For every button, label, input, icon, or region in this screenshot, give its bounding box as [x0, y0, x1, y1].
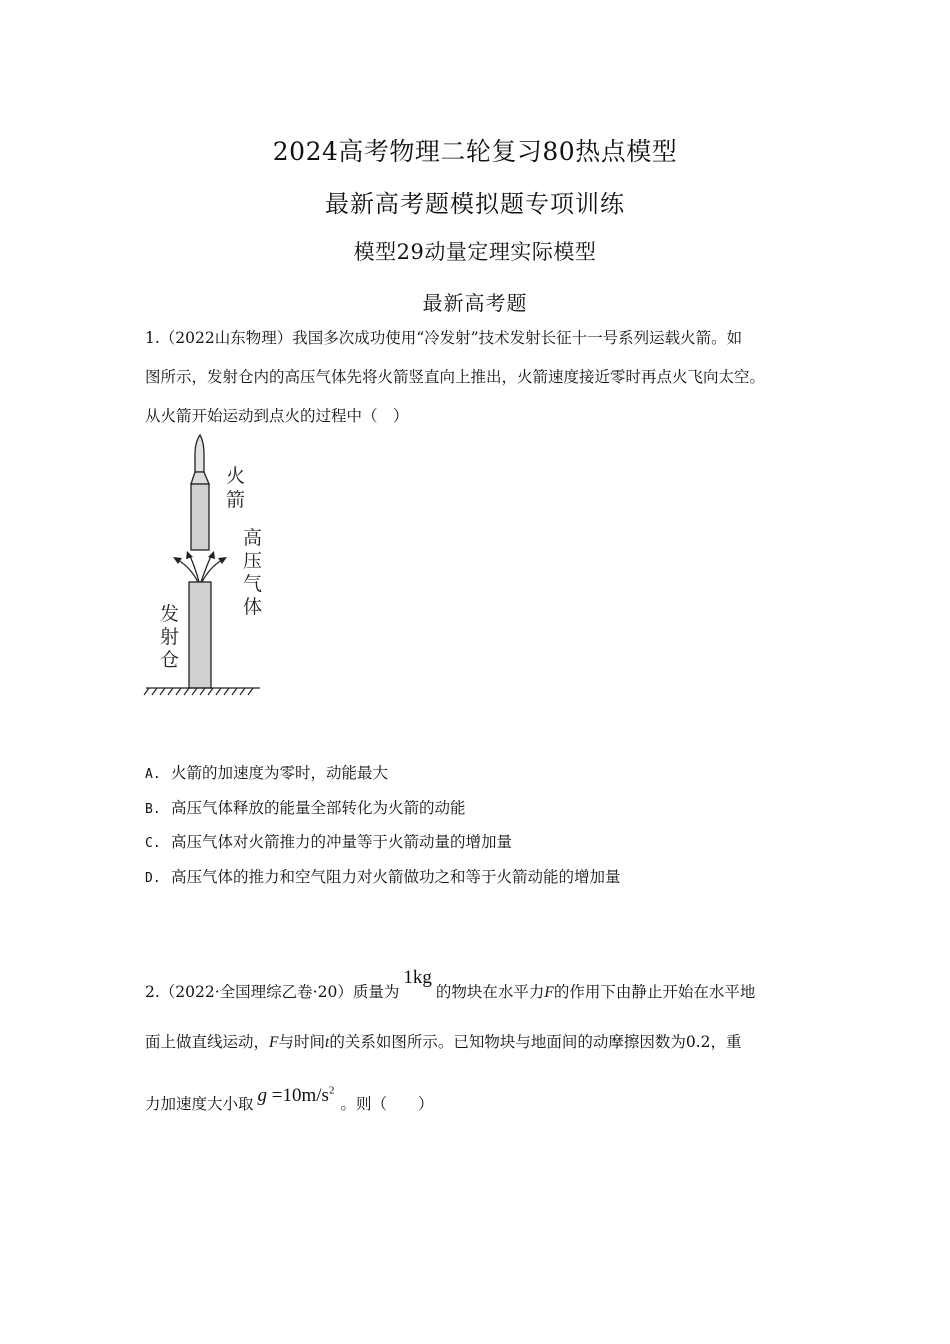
q2-line3-prefix: 力加速度大小取 [145, 1095, 254, 1113]
q2-line2-prefix: 面上做直线运动， [145, 1033, 270, 1051]
option-b-text: 高压气体释放的能量全部转化为火箭的动能 [171, 799, 466, 817]
q2-gravity [258, 1085, 335, 1106]
section-title: 最新高考题 [422, 291, 528, 315]
label-rocket-2: 箭 [226, 489, 246, 511]
label-rocket-1: 火 [226, 465, 246, 487]
ground [144, 688, 260, 695]
question-2-line3 [145, 1084, 434, 1115]
option-a-letter: A. [145, 767, 161, 782]
label-silo-1: 发 [160, 603, 180, 625]
q2-var-f-2: F [269, 1034, 279, 1051]
q2-mass: 1kg [403, 967, 432, 988]
q2-g-symbol: g [257, 1085, 268, 1106]
rocket [191, 435, 209, 550]
label-gas-3: 气 [243, 573, 263, 595]
q2-line2-suffix: 的关系如图所示。已知物块与地面间的动摩擦因数为0.2，重 [329, 1033, 742, 1051]
option-d-letter: D. [145, 871, 161, 886]
q2-suffix: 的作用下由静止开始在水平地 [553, 983, 756, 1001]
q2-g-value: =10m/s [271, 1085, 329, 1106]
q2-var-t: t [325, 1034, 330, 1051]
question-2-line1 [145, 967, 756, 1003]
option-d-text: 高压气体的推力和空气阻力对火箭做功之和等于火箭动能的增加量 [171, 868, 621, 886]
option-b-letter: B. [145, 802, 161, 817]
title-line1: 2024高考物理二轮复习80热点模型 [272, 137, 678, 166]
label-gas-2: 压 [243, 550, 263, 572]
question-1-line3: 从火箭开始运动到点火的过程中（ ） [145, 407, 409, 425]
option-d [145, 865, 621, 887]
launch-silo [189, 582, 211, 688]
title-line3: 模型29动量定理实际模型 [353, 240, 597, 264]
q2-mid: 的物块在水平力 [435, 983, 545, 1001]
q2-var-f: F [544, 984, 554, 1001]
option-b [145, 796, 466, 818]
option-c-text: 高压气体对火箭推力的冲量等于火箭动量的增加量 [171, 833, 513, 851]
option-a-text: 火箭的加速度为零时，动能最大 [171, 764, 389, 782]
q2-line2-mid: 与时间 [278, 1033, 325, 1051]
gas-arrows [178, 556, 222, 582]
label-gas-4: 体 [243, 596, 263, 618]
label-silo-3: 仓 [160, 649, 180, 671]
title-line2: 最新高考题模拟题专项训练 [325, 190, 625, 218]
option-c-letter: C. [145, 836, 161, 851]
rocket-launch-figure [140, 430, 270, 700]
option-a [145, 761, 388, 783]
question-1-line1: 1.（2022山东物理）我国多次成功使用“冷发射”技术发射长征十一号系列运载火箭。如 [145, 329, 743, 347]
q2-line3-suffix: 。则（ ） [340, 1095, 434, 1113]
question-2-line2 [145, 1030, 741, 1052]
question-1-line2: 图所示，发射仓内的高压气体先将火箭竖直向上推出，火箭速度接近零时再点火飞向太空。 [145, 368, 766, 386]
label-gas-1: 高 [243, 527, 263, 549]
q2-prefix: 2.（2022·全国理综乙卷·20）质量为 [145, 983, 400, 1001]
q2-g-exponent: 2 [328, 1084, 335, 1097]
question-1-stem [145, 319, 810, 436]
label-silo-2: 射 [160, 626, 180, 648]
option-c [145, 830, 512, 852]
